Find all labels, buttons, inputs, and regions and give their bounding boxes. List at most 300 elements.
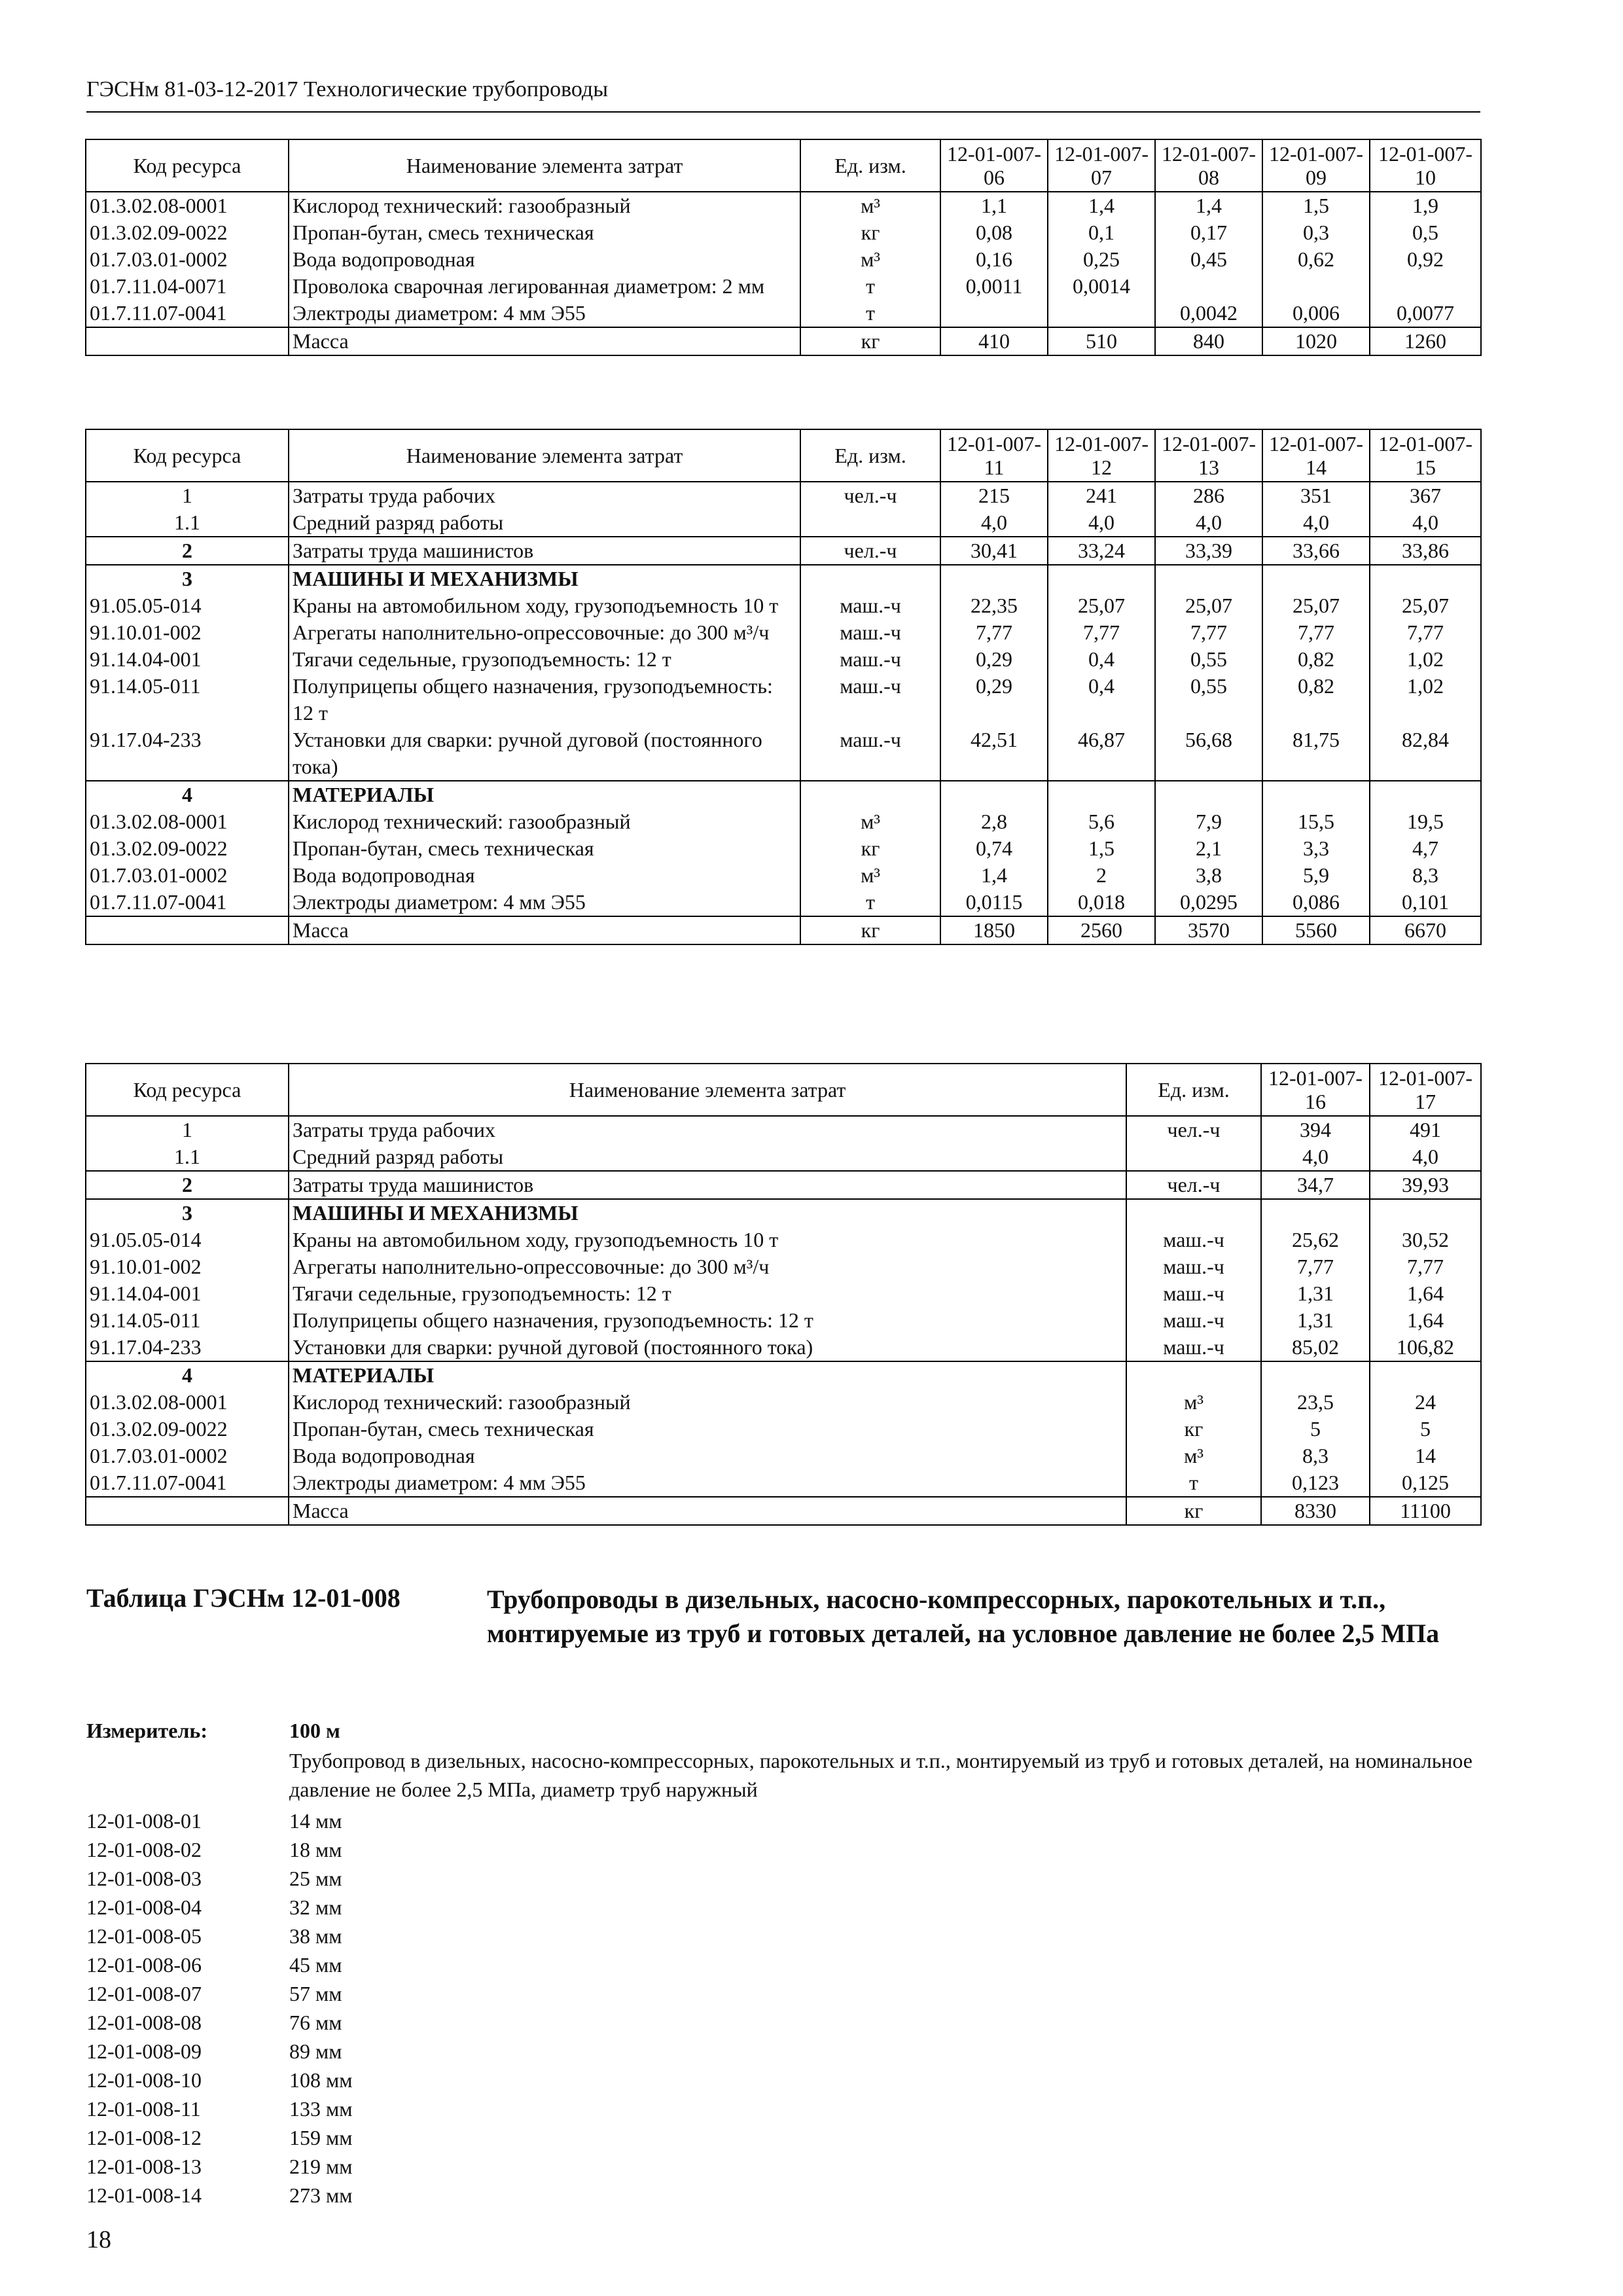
norm-code: 12-01-008-02	[86, 1838, 202, 1861]
resource-value: 1,9	[1370, 192, 1481, 219]
code-list-item	[86, 1835, 610, 1864]
resource-unit: маш.-ч	[800, 619, 940, 646]
resource-value: 3,8	[1155, 862, 1262, 889]
resource-value: 5560	[1262, 916, 1370, 944]
table-row	[86, 646, 1481, 673]
resource-value: 39,93	[1370, 1171, 1481, 1199]
pipe-diameter: 57 мм	[289, 1982, 342, 2005]
table-row	[86, 726, 1481, 781]
resource-value: 0,018	[1048, 889, 1155, 916]
resource-code: 01.7.11.07-0041	[86, 1469, 289, 1497]
resource-unit: м³	[800, 808, 940, 835]
resource-value: 286	[1155, 482, 1262, 509]
resource-name: Затраты труда рабочих	[289, 482, 800, 509]
resource-value	[1155, 565, 1262, 592]
resource-value: 0,0115	[940, 889, 1048, 916]
resource-value: 0,74	[940, 835, 1048, 862]
resource-value: 85,02	[1261, 1334, 1370, 1361]
resource-value: 8,3	[1261, 1443, 1370, 1469]
pipe-diameter: 89 мм	[289, 2039, 342, 2063]
pipe-diameter: 14 мм	[289, 1809, 342, 1833]
table-row	[86, 1253, 1481, 1280]
resource-value: 81,75	[1262, 726, 1370, 781]
resource-value	[1370, 565, 1481, 592]
resource-value	[1048, 300, 1155, 327]
resource-name: МАШИНЫ И МЕХАНИЗМЫ	[289, 565, 800, 592]
resource-value: 11100	[1370, 1497, 1481, 1525]
resource-name: Краны на автомобильном ходу, грузоподъемность 10 т	[289, 592, 800, 619]
table-row	[86, 862, 1481, 889]
table-row	[86, 537, 1481, 565]
pipe-diameter: 25 мм	[289, 1867, 342, 1890]
resource-unit: т	[800, 273, 940, 300]
measure-unit: 100 м	[289, 1719, 340, 1742]
resource-name: Вода водопроводная	[289, 862, 800, 889]
resource-code: 91.14.05-011	[86, 1307, 289, 1334]
resource-unit: маш.-ч	[1126, 1334, 1261, 1361]
resource-value: 82,84	[1370, 726, 1481, 781]
resource-value: 1,02	[1370, 673, 1481, 726]
col-header-name: Наименование элемента затрат	[289, 1064, 1126, 1116]
code-list	[86, 1806, 610, 2210]
table-row	[86, 300, 1481, 327]
resource-unit: т	[800, 300, 940, 327]
resource-code: 01.3.02.08-0001	[86, 808, 289, 835]
resource-code: 2	[86, 1171, 289, 1199]
table-row	[86, 619, 1481, 646]
resource-value: 0,0042	[1155, 300, 1262, 327]
resource-name: Агрегаты наполнительно-опрессовочные: до 300 м³/ч	[289, 1253, 1126, 1280]
resource-value	[1261, 1361, 1370, 1389]
resource-code: 01.3.02.09-0022	[86, 1416, 289, 1443]
code-list-item	[86, 1922, 610, 1950]
resource-name: МАТЕРИАЛЫ	[289, 781, 800, 808]
resource-value: 1,5	[1262, 192, 1370, 219]
resource-name: Пропан-бутан, смесь техническая	[289, 219, 800, 246]
code-list-item	[86, 1806, 610, 1835]
resource-name: Масса	[289, 1497, 1126, 1525]
resource-value: 215	[940, 482, 1048, 509]
resource-value: 1850	[940, 916, 1048, 944]
resource-value: 33,66	[1262, 537, 1370, 565]
resource-unit: маш.-ч	[1126, 1253, 1261, 1280]
resource-value: 7,77	[1261, 1253, 1370, 1280]
page-number: 18	[86, 2226, 111, 2253]
resource-value: 0,3	[1262, 219, 1370, 246]
resource-value: 351	[1262, 482, 1370, 509]
col-header-norm: 12-01-007-06	[940, 139, 1048, 192]
norm-code: 12-01-008-13	[86, 2155, 202, 2178]
resource-name: Электроды диаметром: 4 мм Э55	[289, 889, 800, 916]
pipe-diameter: 108 мм	[289, 2068, 353, 2092]
resource-unit: кг	[1126, 1497, 1261, 1525]
resource-name: Краны на автомобильном ходу, грузоподъемность 10 т	[289, 1227, 1126, 1253]
resource-value: 1,02	[1370, 646, 1481, 673]
resource-value: 491	[1370, 1116, 1481, 1143]
pipe-diameter: 45 мм	[289, 1953, 342, 1977]
resource-value: 2560	[1048, 916, 1155, 944]
resource-value: 2,1	[1155, 835, 1262, 862]
table-row	[86, 1334, 1481, 1361]
resource-value: 5	[1370, 1416, 1481, 1443]
resource-unit: м³	[1126, 1389, 1261, 1416]
resource-value: 0,5	[1370, 219, 1481, 246]
resource-value: 0,45	[1155, 246, 1262, 273]
code-list-item	[86, 2008, 610, 2037]
resource-name: Электроды диаметром: 4 мм Э55	[289, 300, 800, 327]
resource-value: 4,0	[1370, 1143, 1481, 1171]
resource-code: 3	[86, 1199, 289, 1227]
col-header-norm: 12-01-007-12	[1048, 429, 1155, 482]
resource-unit: кг	[800, 916, 940, 944]
col-header-norm: 12-01-007-17	[1370, 1064, 1481, 1116]
section-table-label: Таблица ГЭСНм 12-01-008	[86, 1583, 401, 1613]
resource-value: 1,31	[1261, 1280, 1370, 1307]
resource-value: 2,8	[940, 808, 1048, 835]
resource-value: 56,68	[1155, 726, 1262, 781]
col-header-norm: 12-01-007-14	[1262, 429, 1370, 482]
resource-value: 14	[1370, 1443, 1481, 1469]
section-row	[86, 565, 1481, 592]
resource-unit: маш.-ч	[1126, 1227, 1261, 1253]
resource-value: 0,55	[1155, 646, 1262, 673]
resource-value: 0,82	[1262, 646, 1370, 673]
resource-code: 01.7.03.01-0002	[86, 1443, 289, 1469]
resource-code: 2	[86, 537, 289, 565]
resource-name: Пропан-бутан, смесь техническая	[289, 835, 800, 862]
resource-name: Полуприцепы общего назначения, грузоподъемность: 12 т	[289, 673, 800, 726]
pipe-diameter: 32 мм	[289, 1895, 342, 1919]
table-row	[86, 808, 1481, 835]
resource-value: 7,77	[940, 619, 1048, 646]
resource-value: 3570	[1155, 916, 1262, 944]
resource-value: 4,7	[1370, 835, 1481, 862]
col-header-code: Код ресурса	[86, 1064, 289, 1116]
resource-value: 5,9	[1262, 862, 1370, 889]
table-header-row	[86, 1064, 1481, 1116]
resource-unit	[1126, 1143, 1261, 1171]
table-row	[86, 219, 1481, 246]
resource-value	[1262, 273, 1370, 300]
resource-name: Затраты труда машинистов	[289, 1171, 1126, 1199]
resource-value: 33,24	[1048, 537, 1155, 565]
resource-value: 1,5	[1048, 835, 1155, 862]
resource-value: 0,0014	[1048, 273, 1155, 300]
resource-value: 0,55	[1155, 673, 1262, 726]
pipe-diameter: 18 мм	[289, 1838, 342, 1861]
code-list-item	[86, 2094, 610, 2123]
resource-unit: чел.-ч	[800, 537, 940, 565]
resource-value: 106,82	[1370, 1334, 1481, 1361]
resource-code: 01.7.03.01-0002	[86, 246, 289, 273]
resource-unit: т	[1126, 1469, 1261, 1497]
resource-code: 91.17.04-233	[86, 726, 289, 781]
norm-code: 12-01-008-05	[86, 1924, 202, 1948]
resource-value: 7,77	[1262, 619, 1370, 646]
resource-value: 1,4	[1048, 192, 1155, 219]
norm-code: 12-01-008-07	[86, 1982, 202, 2005]
resource-value: 241	[1048, 482, 1155, 509]
resource-name: Пропан-бутан, смесь техническая	[289, 1416, 1126, 1443]
resource-unit: кг	[800, 327, 940, 355]
resource-value	[1262, 781, 1370, 808]
resource-unit	[800, 509, 940, 537]
col-header-norm: 12-01-007-15	[1370, 429, 1481, 482]
resource-name: Кислород технический: газообразный	[289, 1389, 1126, 1416]
code-list-item	[86, 1950, 610, 1979]
resource-unit: кг	[800, 219, 940, 246]
resource-name: Кислород технический: газообразный	[289, 808, 800, 835]
table-row	[86, 1307, 1481, 1334]
resource-unit	[800, 781, 940, 808]
resource-value	[1048, 781, 1155, 808]
resource-value: 33,39	[1155, 537, 1262, 565]
resource-value: 0,0011	[940, 273, 1048, 300]
resource-code: 01.7.11.07-0041	[86, 300, 289, 327]
norm-code: 12-01-008-12	[86, 2126, 202, 2149]
col-header-norm: 12-01-007-16	[1261, 1064, 1370, 1116]
resource-value: 4,0	[1155, 509, 1262, 537]
resource-unit: м³	[1126, 1443, 1261, 1469]
resource-unit	[1126, 1361, 1261, 1389]
resource-name: Затраты труда рабочих	[289, 1116, 1126, 1143]
resource-value: 1260	[1370, 327, 1481, 355]
table-row	[86, 592, 1481, 619]
resource-unit: т	[800, 889, 940, 916]
resource-value: 46,87	[1048, 726, 1155, 781]
resource-value: 5,6	[1048, 808, 1155, 835]
resource-unit: чел.-ч	[800, 482, 940, 509]
resource-unit: маш.-ч	[800, 646, 940, 673]
resource-unit	[800, 565, 940, 592]
resource-value: 0,62	[1262, 246, 1370, 273]
resource-code: 91.14.04-001	[86, 1280, 289, 1307]
resource-name: Вода водопроводная	[289, 246, 800, 273]
norm-code: 12-01-008-10	[86, 2068, 202, 2092]
resource-value	[940, 300, 1048, 327]
resource-code: 1	[86, 1116, 289, 1143]
measure-description: Трубопровод в дизельных, насосно-компрессорных, парокотельных и т.п., монтируемый из труб и готовых деталей, на номинальное давление не более 2,5 МПа, диаметр труб наружный	[289, 1749, 1472, 1801]
resource-value	[1370, 1199, 1481, 1227]
resource-name: Вода водопроводная	[289, 1443, 1126, 1469]
col-header-code: Код ресурса	[86, 139, 289, 192]
page-header: ГЭСНм 81-03-12-2017 Технологические трубопроводы	[86, 77, 1480, 113]
norm-code: 12-01-008-14	[86, 2183, 202, 2207]
resource-value: 25,07	[1370, 592, 1481, 619]
resource-value: 25,07	[1048, 592, 1155, 619]
table-row	[86, 192, 1481, 219]
resource-code: 91.14.05-011	[86, 673, 289, 726]
resource-value: 6670	[1370, 916, 1481, 944]
col-header-norm: 12-01-007-07	[1048, 139, 1155, 192]
col-header-name: Наименование элемента затрат	[289, 139, 800, 192]
table-row	[86, 889, 1481, 916]
resource-value	[940, 781, 1048, 808]
table-row	[86, 1389, 1481, 1416]
table-row	[86, 1416, 1481, 1443]
table-row	[86, 1469, 1481, 1497]
resource-value: 7,77	[1048, 619, 1155, 646]
section-table-title: Трубопроводы в дизельных, насосно-компрессорных, парокотельных и т.п., монтируемые из труб и готовых деталей, на условное давление не более 2,5 МПа	[487, 1585, 1440, 1648]
resource-unit: маш.-ч	[800, 726, 940, 781]
resource-code: 01.7.03.01-0002	[86, 862, 289, 889]
pipe-diameter: 159 мм	[289, 2126, 353, 2149]
resource-code: 01.3.02.09-0022	[86, 835, 289, 862]
col-header-norm: 12-01-007-10	[1370, 139, 1481, 192]
resource-value: 0,0077	[1370, 300, 1481, 327]
resource-value: 0,123	[1261, 1469, 1370, 1497]
resource-unit: м³	[800, 246, 940, 273]
resource-value: 5	[1261, 1416, 1370, 1443]
resource-value: 34,7	[1261, 1171, 1370, 1199]
resource-code	[86, 1497, 289, 1525]
resource-value: 0,29	[940, 673, 1048, 726]
col-header-norm: 12-01-007-13	[1155, 429, 1262, 482]
resource-unit	[1126, 1199, 1261, 1227]
norm-code: 12-01-008-08	[86, 2011, 202, 2034]
resource-name: Проволока сварочная легированная диаметром: 2 мм	[289, 273, 800, 300]
resource-unit: кг	[1126, 1416, 1261, 1443]
measure-label: Измеритель:	[86, 1719, 207, 1742]
resource-value: 510	[1048, 327, 1155, 355]
resource-value: 1,31	[1261, 1307, 1370, 1334]
resource-value: 0,4	[1048, 646, 1155, 673]
resource-value: 24	[1370, 1389, 1481, 1416]
resource-value: 4,0	[940, 509, 1048, 537]
resource-value: 1020	[1262, 327, 1370, 355]
resource-value: 840	[1155, 327, 1262, 355]
norm-code: 12-01-008-06	[86, 1953, 202, 1977]
resource-value: 1,1	[940, 192, 1048, 219]
resource-unit: м³	[800, 192, 940, 219]
resource-value: 1,64	[1370, 1280, 1481, 1307]
resource-code: 1	[86, 482, 289, 509]
resource-value: 0,08	[940, 219, 1048, 246]
code-list-item	[86, 1979, 610, 2008]
resource-code: 91.17.04-233	[86, 1334, 289, 1361]
code-list-item	[86, 2066, 610, 2094]
resource-value: 0,006	[1262, 300, 1370, 327]
table-header-row	[86, 139, 1481, 192]
resource-value: 15,5	[1262, 808, 1370, 835]
resource-value: 367	[1370, 482, 1481, 509]
norm-code: 12-01-008-03	[86, 1867, 202, 1890]
resource-value: 0,1	[1048, 219, 1155, 246]
resource-table-007-11-15	[85, 429, 1482, 945]
code-list-item	[86, 2037, 610, 2066]
resource-value: 4,0	[1262, 509, 1370, 537]
section-row	[86, 1361, 1481, 1389]
col-header-unit: Ед. изм.	[800, 139, 940, 192]
resource-value: 0,29	[940, 646, 1048, 673]
table-row	[86, 835, 1481, 862]
resource-value: 7,77	[1370, 1253, 1481, 1280]
pipe-diameter: 38 мм	[289, 1924, 342, 1948]
resource-name: Затраты труда машинистов	[289, 537, 800, 565]
resource-name: Электроды диаметром: 4 мм Э55	[289, 1469, 1126, 1497]
resource-table-007-16-17	[85, 1063, 1482, 1526]
col-header-name: Наименование элемента затрат	[289, 429, 800, 482]
resource-name: МАТЕРИАЛЫ	[289, 1361, 1126, 1389]
resource-unit: маш.-ч	[800, 592, 940, 619]
norm-code: 12-01-008-04	[86, 1895, 202, 1919]
resource-value	[1370, 1361, 1481, 1389]
resource-code: 4	[86, 781, 289, 808]
resource-name: Масса	[289, 916, 800, 944]
table-row	[86, 273, 1481, 300]
resource-value	[940, 565, 1048, 592]
resource-value: 1,4	[1155, 192, 1262, 219]
resource-code: 01.3.02.08-0001	[86, 192, 289, 219]
resource-value: 0,92	[1370, 246, 1481, 273]
resource-value: 410	[940, 327, 1048, 355]
resource-value: 30,41	[940, 537, 1048, 565]
resource-code: 01.3.02.09-0022	[86, 219, 289, 246]
code-list-item	[86, 2181, 610, 2210]
resource-value: 23,5	[1261, 1389, 1370, 1416]
section-row	[86, 1199, 1481, 1227]
resource-name: Средний разряд работы	[289, 1143, 1126, 1171]
table-row	[86, 509, 1481, 537]
resource-value	[1155, 273, 1262, 300]
resource-code: 91.10.01-002	[86, 619, 289, 646]
resource-code: 1.1	[86, 509, 289, 537]
resource-value	[1261, 1199, 1370, 1227]
resource-value: 0,17	[1155, 219, 1262, 246]
resource-value: 3,3	[1262, 835, 1370, 862]
norm-code: 12-01-008-11	[86, 2097, 201, 2121]
resource-unit: маш.-ч	[1126, 1307, 1261, 1334]
resource-value: 33,86	[1370, 537, 1481, 565]
resource-name: Полуприцепы общего назначения, грузоподъемность: 12 т	[289, 1307, 1126, 1334]
resource-value	[1370, 781, 1481, 808]
resource-value: 25,07	[1155, 592, 1262, 619]
table-row	[86, 1171, 1481, 1199]
resource-value: 8,3	[1370, 862, 1481, 889]
resource-code: 91.05.05-014	[86, 1227, 289, 1253]
resource-value: 1,4	[940, 862, 1048, 889]
resource-name: Установки для сварки: ручной дуговой (постоянного тока)	[289, 1334, 1126, 1361]
resource-value: 394	[1261, 1116, 1370, 1143]
resource-value: 4,0	[1261, 1143, 1370, 1171]
pipe-diameter: 273 мм	[289, 2183, 353, 2207]
code-list-item	[86, 1893, 610, 1922]
table-row	[86, 246, 1481, 273]
resource-value: 0,101	[1370, 889, 1481, 916]
resource-value: 1,64	[1370, 1307, 1481, 1334]
resource-code: 3	[86, 565, 289, 592]
resource-name: Масса	[289, 327, 800, 355]
table-row	[86, 1116, 1481, 1143]
resource-code	[86, 327, 289, 355]
resource-value: 8330	[1261, 1497, 1370, 1525]
resource-name: МАШИНЫ И МЕХАНИЗМЫ	[289, 1199, 1126, 1227]
resource-code: 4	[86, 1361, 289, 1389]
resource-code: 91.14.04-001	[86, 646, 289, 673]
table-row	[86, 482, 1481, 509]
resource-value: 0,086	[1262, 889, 1370, 916]
pipe-diameter: 219 мм	[289, 2155, 353, 2178]
resource-unit: маш.-ч	[1126, 1280, 1261, 1307]
resource-value: 19,5	[1370, 808, 1481, 835]
resource-code: 01.3.02.08-0001	[86, 1389, 289, 1416]
resource-value: 4,0	[1048, 509, 1155, 537]
resource-unit: м³	[800, 862, 940, 889]
resource-value: 42,51	[940, 726, 1048, 781]
resource-value: 0,4	[1048, 673, 1155, 726]
resource-code: 91.05.05-014	[86, 592, 289, 619]
resource-code	[86, 916, 289, 944]
